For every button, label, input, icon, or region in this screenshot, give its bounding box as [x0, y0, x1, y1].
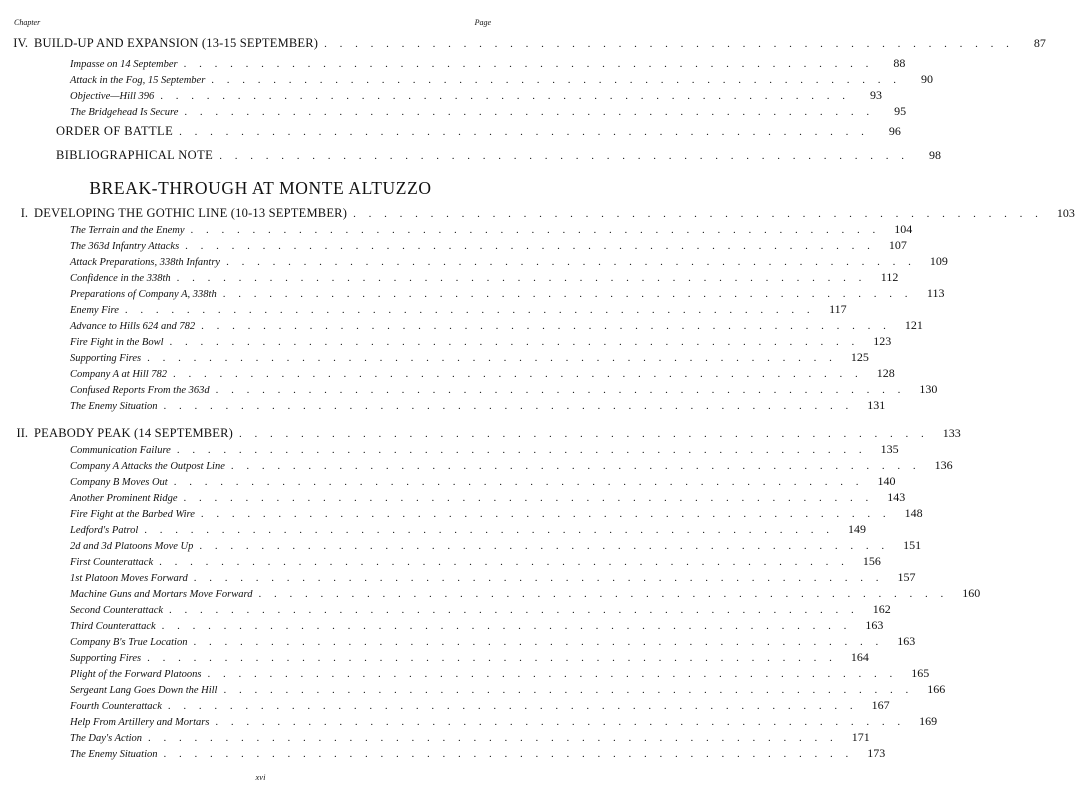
page-number: 109 [929, 254, 948, 268]
entry-title: Sergeant Lang Goes Down the Hill [70, 685, 218, 696]
dot-leader: . . . . . . . . . . . . . . . . . . . . . . . . . . . . . . . . . . . . . . . . . . . . . [222, 288, 913, 300]
part-heading: BREAK-THROUGH AT MONTE ALTUZZO [89, 178, 432, 198]
entry-title: Fire Fight in the Bowl [70, 337, 164, 348]
toc-subentry [70, 366, 895, 382]
dot-leader: . . . . . . . . . . . . . . . . . . . . . . . . . . . . . . . . . . . . . . . . . . . . . [159, 556, 849, 568]
toc-subentry [70, 270, 899, 286]
dot-leader: . . . . . . . . . . . . . . . . . . . . . . . . . . . . . . . . . . . . . . . . . . . . . [258, 588, 949, 600]
dot-leader: . . . . . . . . . . . . . . . . . . . . . . . . . . . . . . . . . . . . . . . . . . . . . [193, 572, 884, 584]
toc-section-entry [56, 148, 941, 164]
page-number: 143 [887, 490, 906, 504]
dot-leader: . . . . . . . . . . . . . . . . . . . . . . . . . . . . . . . . . . . . . . . . . . . . . [169, 336, 860, 348]
entry-title: Fire Fight at the Barbed Wire [70, 509, 195, 520]
dot-leader: . . . . . . . . . . . . . . . . . . . . . . . . . . . . . . . . . . . . . . . . . . . . . [160, 90, 851, 102]
entry-title: BIBLIOGRAPHICAL NOTE [56, 148, 214, 162]
dot-leader: . . . . . . . . . . . . . . . . . . . . . . . . . . . . . . . . . . . . . . . . . . . . . [161, 620, 852, 632]
toc-subentry [70, 458, 953, 474]
entry-title: Confidence in the 338th [70, 273, 171, 284]
toc-subentry [70, 650, 869, 666]
toc-subentry [70, 222, 913, 238]
dot-leader: . . . . . . . . . . . . . . . . . . . . . . . . . . . . . . . . . . . . . . . . . . . . . [183, 58, 874, 70]
toc-chapter-entry [2, 36, 1046, 52]
toc-subentry [70, 746, 886, 762]
dot-leader: . . . . . . . . . . . . . . . . . . . . . . . . . . . . . . . . . . . . . . . . . . . . . [124, 304, 815, 316]
entry-title: 1st Platoon Moves Forward [70, 573, 188, 584]
toc-subentry [70, 350, 869, 366]
toc-subentry [70, 618, 884, 634]
entry-title: Plight of the Forward Platoons [70, 669, 202, 680]
page-column-label: Page [474, 18, 491, 27]
dot-leader: . . . . . . . . . . . . . . . . . . . . . . . . . . . . . . . . . . . . . . . . . . . . . [230, 460, 921, 472]
dot-leader: . . . . . . . . . . . . . . . . . . . . . . . . . . . . . . . . . . . . . . . . . . . . . [179, 126, 869, 138]
entry-title: Help From Artillery and Mortars [70, 717, 210, 728]
dot-leader: . . . . . . . . . . . . . . . . . . . . . . . . . . . . . . . . . . . . . . . . . . . . . [185, 240, 875, 252]
entry-title: Ledford's Patrol [70, 525, 139, 536]
page-number: 163 [865, 618, 884, 632]
toc-subentry [70, 286, 945, 302]
toc-subentry [70, 398, 886, 414]
entry-title: Impasse on 14 September [70, 59, 178, 70]
toc-subentry [70, 318, 923, 334]
toc-subentry [70, 522, 867, 538]
toc-subentry [70, 334, 892, 350]
toc-subentry [70, 506, 923, 522]
dot-leader: . . . . . . . . . . . . . . . . . . . . . . . . . . . . . . . . . . . . . . . . . . . . . [173, 476, 864, 488]
page-number: 113 [926, 286, 945, 300]
entry-title: The Bridgehead Is Secure [70, 107, 179, 118]
page-number: 140 [877, 474, 896, 488]
dot-leader: . . . . . . . . . . . . . . . . . . . . . . . . . . . . . . . . . . . . . . . . . . . . . [211, 74, 902, 86]
dot-leader: . . . . . . . . . . . . . . . . . . . . . . . . . . . . . . . . . . . . . . . . . . . . . [199, 540, 890, 552]
entry-title: Confused Reports From the 363d [70, 385, 210, 396]
page-number: 90 [921, 72, 934, 86]
toc-subentry [70, 634, 916, 650]
page-number: 93 [870, 88, 883, 102]
page-number: 136 [934, 458, 953, 472]
toc-subentry [70, 104, 907, 120]
entry-title: Company B Moves Out [70, 477, 168, 488]
page-folio: xvi [255, 772, 266, 782]
dot-leader: . . . . . . . . . . . . . . . . . . . . . . . . . . . . . . . . . . . . . . . . . . . . . [215, 716, 906, 728]
entry-title: Another Prominent Ridge [70, 493, 178, 504]
page-number: 88 [893, 56, 906, 70]
toc-subentry [70, 682, 946, 698]
page-number: 171 [851, 730, 870, 744]
dot-leader: . . . . . . . . . . . . . . . . . . . . . . . . . . . . . . . . . . . . . . . . . . . . . [173, 368, 863, 380]
toc-subentry [70, 730, 870, 746]
entry-title: First Counterattack [70, 557, 154, 568]
toc-subentry [70, 698, 890, 714]
dot-leader: . . . . . . . . . . . . . . . . . . . . . . . . . . . . . . . . . . . . . . . . . . . . . [163, 400, 854, 412]
dot-leader: . . . . . . . . . . . . . . . . . . . . . . . . . . . . . . . . . . . . . . . . . . . . . [169, 604, 859, 616]
entry-title: The Enemy Situation [70, 401, 158, 412]
entry-title: Company A Attacks the Outpost Line [70, 461, 225, 472]
dot-leader: . . . . . . . . . . . . . . . . . . . . . . . . . . . . . . . . . . . . . . . . . . . . . [190, 224, 881, 236]
toc-subentry [70, 474, 896, 490]
page-number: 96 [888, 124, 901, 138]
page-number: 167 [871, 698, 890, 712]
page-number: 95 [894, 104, 907, 118]
dot-leader: . . . . . . . . . . . . . . . . . . . . . . . . . . . . . . . . . . . . . . . . . . . . . [215, 384, 906, 396]
dot-leader: . . . . . . . . . . . . . . . . . . . . . . . . . . . . . . . . . . . . . . . . . . . . . [219, 150, 909, 162]
toc-subentry [70, 56, 906, 72]
toc-subentry [70, 302, 847, 318]
page-number: 103 [1056, 206, 1075, 220]
dot-leader: . . . . . . . . . . . . . . . . . . . . . . . . . . . . . . . . . . . . . . . . . . . . . [200, 508, 891, 520]
dot-leader: . . . . . . . . . . . . . . . . . . . . . . . . . . . . . . . . . . . . . . . . . . . . . [184, 106, 875, 118]
page-number: 165 [911, 666, 930, 680]
page-number: 157 [897, 570, 916, 584]
toc-subentry [70, 666, 930, 682]
toc-subentry [70, 72, 934, 88]
dot-leader: . . . . . . . . . . . . . . . . . . . . . . . . . . . . . . . . . . . . . . . . . . . . . [147, 652, 837, 664]
toc-section-entry [56, 124, 901, 140]
entry-title: The 363d Infantry Attacks [70, 241, 180, 252]
page-number: 117 [829, 302, 847, 316]
page-number: 131 [867, 398, 886, 412]
toc-subentry [70, 254, 948, 270]
page-number: 107 [888, 238, 907, 252]
chapter-number: IV. [13, 36, 28, 50]
toc-subentry [70, 554, 881, 570]
page-number: 121 [904, 318, 923, 332]
page-number: 148 [904, 506, 923, 520]
entry-title: DEVELOPING THE GOTHIC LINE (10-13 SEPTEMBER) [34, 206, 348, 220]
page-number: 135 [880, 442, 899, 456]
toc-subentry [70, 238, 907, 254]
entry-title: Objective—Hill 396 [70, 91, 155, 102]
page-number: 87 [1033, 36, 1046, 50]
entry-title: Fourth Counterattack [70, 701, 162, 712]
entry-title: PEABODY PEAK (14 SEPTEMBER) [34, 426, 234, 440]
page-number: 104 [894, 222, 913, 236]
entry-title: Company B's True Location [70, 637, 188, 648]
page-number: 173 [867, 746, 886, 760]
page-number: 130 [919, 382, 938, 396]
toc-subentry [70, 88, 883, 104]
chapter-number: II. [16, 426, 28, 440]
entry-title: The Enemy Situation [70, 749, 158, 760]
entry-title: Machine Guns and Mortars Move Forward [70, 589, 253, 600]
chapter-number: I. [20, 206, 28, 220]
page-number: 164 [850, 650, 869, 664]
page-number: 133 [942, 426, 961, 440]
page-number: 162 [872, 602, 891, 616]
page-number: 166 [927, 682, 946, 696]
entry-title: Communication Failure [70, 445, 171, 456]
dot-leader: . . . . . . . . . . . . . . . . . . . . . . . . . . . . . . . . . . . . . . . . . . . . . [144, 524, 835, 536]
entry-title: Supporting Fires [70, 353, 142, 364]
toc-subentry [70, 538, 922, 554]
entry-title: Supporting Fires [70, 653, 142, 664]
toc-subentry [70, 714, 938, 730]
page-number: 123 [873, 334, 892, 348]
entry-title: The Terrain and the Enemy [70, 225, 185, 236]
dot-leader: . . . . . . . . . . . . . . . . . . . . . . . . . . . . . . . . . . . . . . . . . . . . . [176, 272, 867, 284]
page-number: 128 [876, 366, 895, 380]
entry-title: Company A at Hill 782 [70, 369, 168, 380]
toc-subentry [70, 570, 916, 586]
toc-subentry [70, 442, 899, 458]
toc-subentry [70, 586, 981, 602]
dot-leader: . . . . . . . . . . . . . . . . . . . . . . . . . . . . . . . . . . . . . . . . . . . . . [163, 748, 854, 760]
toc-subentry [70, 490, 906, 506]
dot-leader: . . . . . . . . . . . . . . . . . . . . . . . . . . . . . . . . . . . . . . . . . . . . . [324, 38, 1014, 50]
page-number: 149 [848, 522, 867, 536]
dot-leader: . . . . . . . . . . . . . . . . . . . . . . . . . . . . . . . . . . . . . . . . . . . . . [201, 320, 891, 332]
dot-leader: . . . . . . . . . . . . . . . . . . . . . . . . . . . . . . . . . . . . . . . . . . . . . [193, 636, 884, 648]
page-number: 98 [928, 148, 941, 162]
page-number: 163 [897, 634, 916, 648]
page-number: 151 [903, 538, 922, 552]
page-number: 156 [862, 554, 881, 568]
entry-title: Attack Preparations, 338th Infantry [70, 257, 221, 268]
chapter-column-label: Chapter [14, 18, 41, 27]
toc-subentry [70, 382, 938, 398]
page-number: 112 [880, 270, 899, 284]
entry-title: Preparations of Company A, 338th [70, 289, 217, 300]
dot-leader: . . . . . . . . . . . . . . . . . . . . . . . . . . . . . . . . . . . . . . . . . . . . . [176, 444, 867, 456]
entry-title: 2d and 3d Platoons Move Up [70, 541, 194, 552]
entry-title: Enemy Fire [70, 305, 119, 316]
page-number: 169 [919, 714, 938, 728]
page-number: 125 [850, 350, 869, 364]
entry-title: ORDER OF BATTLE [56, 124, 174, 138]
page-number: 160 [962, 586, 981, 600]
entry-title: Third Counterattack [70, 621, 156, 632]
dot-leader: . . . . . . . . . . . . . . . . . . . . . . . . . . . . . . . . . . . . . . . . . . . . . [148, 732, 838, 744]
dot-leader: . . . . . . . . . . . . . . . . . . . . . . . . . . . . . . . . . . . . . . . . . . . . . [223, 684, 914, 696]
entry-title: Second Counterattack [70, 605, 164, 616]
toc-chapter-entry [2, 426, 961, 442]
dot-leader: . . . . . . . . . . . . . . . . . . . . . . . . . . . . . . . . . . . . . . . . . . . . . [183, 492, 874, 504]
dot-leader: . . . . . . . . . . . . . . . . . . . . . . . . . . . . . . . . . . . . . . . . . . . . . [147, 352, 837, 364]
toc-chapter-entry [2, 206, 1075, 222]
entry-title: BUILD-UP AND EXPANSION (13-15 SEPTEMBER) [34, 36, 319, 50]
dot-leader: . . . . . . . . . . . . . . . . . . . . . . . . . . . . . . . . . . . . . . . . . . . . . [207, 668, 898, 680]
dot-leader: . . . . . . . . . . . . . . . . . . . . . . . . . . . . . . . . . . . . . . . . . . . . . [226, 256, 916, 268]
dot-leader: . . . . . . . . . . . . . . . . . . . . . . . . . . . . . . . . . . . . . . . . . . . . . [353, 208, 1043, 220]
toc-subentry [70, 602, 891, 618]
entry-title: The Day's Action [70, 733, 143, 744]
entry-title: Attack in the Fog, 15 September [70, 75, 206, 86]
dot-leader: . . . . . . . . . . . . . . . . . . . . . . . . . . . . . . . . . . . . . . . . . . . . . [167, 700, 858, 712]
entry-title: Advance to Hills 624 and 782 [70, 321, 196, 332]
dot-leader: . . . . . . . . . . . . . . . . . . . . . . . . . . . . . . . . . . . . . . . . . . . . . [239, 428, 929, 440]
